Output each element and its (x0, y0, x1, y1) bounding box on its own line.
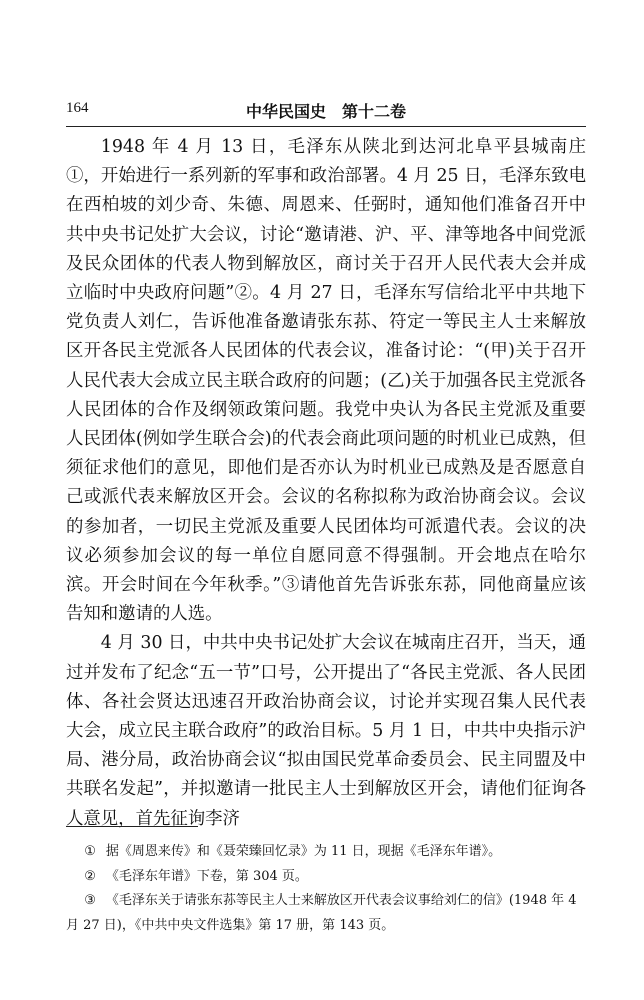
page-header (66, 98, 586, 122)
footnote-text: 《毛泽东关于请张东荪等民主人士来解放区开代表会议事给刘仁的信》(1948 年 4 月 27 日)，《中共中央文件选集》第 17 册，第 143 页。 (66, 893, 577, 933)
page-number: 164 (66, 100, 89, 116)
footnote-rule (66, 826, 198, 827)
footnote (66, 889, 588, 938)
footnotes (66, 840, 588, 938)
running-title: 中华民国史 第十二卷 (245, 102, 406, 121)
footnote-mark: ② (84, 868, 96, 884)
footnote-mark: ① (84, 844, 96, 859)
header-rule (66, 126, 586, 127)
footnote (66, 840, 588, 865)
footnote-mark: ③ (84, 893, 96, 908)
body-text (66, 133, 586, 834)
footnote-text: 据《周恩来传》和《聂荣臻回忆录》为 11 日，现据《毛泽东年谱》。 (105, 844, 502, 859)
footnote-text: 《毛泽东年谱》下卷，第 304 页。 (105, 868, 308, 884)
footnote (66, 865, 588, 890)
paragraph: 4 月 30 日，中共中央书记处扩大会议在城南庄召开，当天，通过并发布了纪念“五一节”口号，公开提出了“各民主党派、各人民团体、各社会贤达迅速召开政治协商会议，讨论并实现召集人民代表大会，成立民主联合政府”的政治目标。5 月 1 日，中共中央指示沪局、港分局，政治协商会议“拟由国民党革命委员会、民主同盟及中共联名发起”，并拟邀请一批民主人士到解放区开会，请他们征询各人意见，首先征询李济 (66, 633, 586, 829)
paragraph: 1948 年 4 月 13 日，毛泽东从陕北到达河北阜平县城南庄①，开始进行一系列新的军事和政治部署。4 月 25 日，毛泽东致电在西柏坡的刘少奇、朱德、周恩来、任弼时，通知他们准备召开中共中央书记处扩大会议，讨论“邀请港、沪、平、津等地各中间党派及民众团体的代表人物到解放区，商讨关于召开人民代表大会并成立临时中央政府问题”②。4 月 27 日，毛泽东写信给北平中共地下党负责人刘仁，告诉他准备邀请张东荪、符定一等民主人士来解放区开各民主党派各人民团体的代表会议，准备讨论：“(甲)关于召开人民代表大会成立民主联合政府的问题；(乙)关于加强各民主党派各人民团体的合作及纲领政策问题。我党中央认为各民主党派及重要人民团体(例如学生联合会)的代表会商此项问题的时机业已成熟，但须征求他们的意见，即他们是否亦认为时机业已成熟及是否愿意自己或派代表来解放区开会。会议的名称拟称为政治协商会议。会议的参加者，一切民主党派及重要人民团体均可派遣代表。会议的决议必须参加会议的每一单位自愿同意不得强制。开会地点在哈尔滨。开会时间在今年秋季。”③请他首先告诉张东荪，同他商量应该告知和邀请的人选。 (66, 137, 586, 625)
